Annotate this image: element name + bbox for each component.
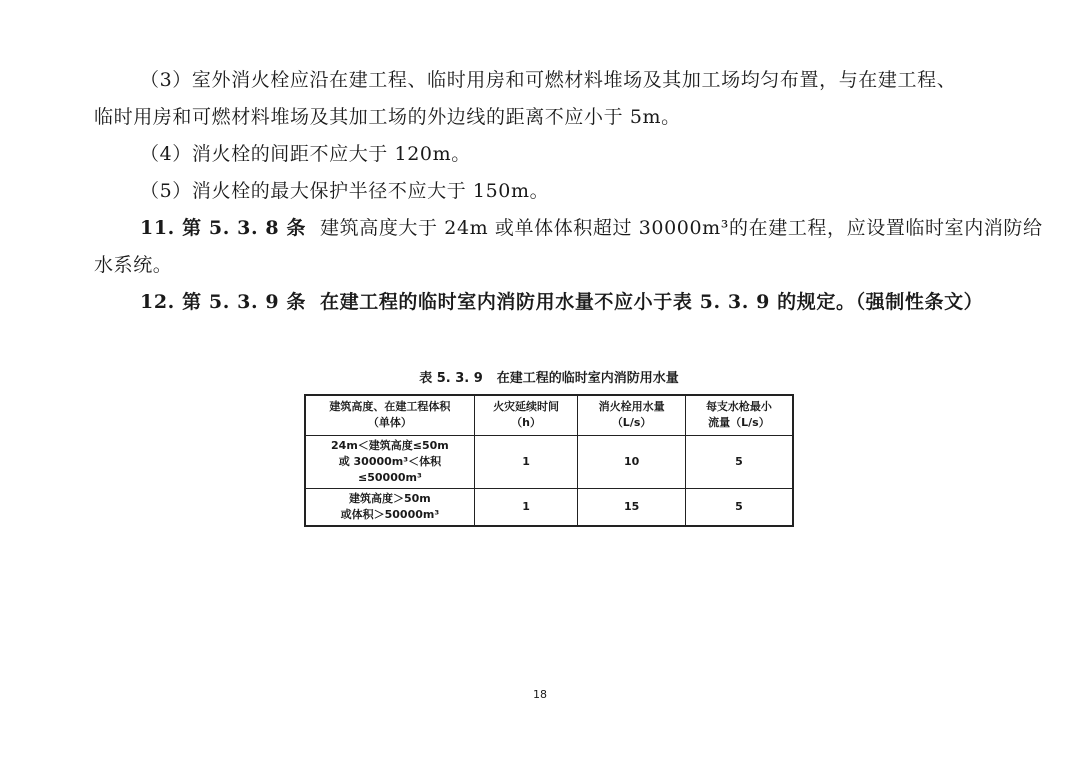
row-min-nozzle-flow: 5: [685, 435, 793, 488]
table-caption-title: 在建工程的临时室内消防用水量: [496, 371, 679, 386]
item-11-line-1: [140, 210, 1043, 247]
table-caption: [304, 367, 794, 386]
page-number: 18: [533, 688, 547, 701]
item-12-text: 在建工程的临时室内消防用水量不应小于表 5. 3. 9 的规定。（强制性条文）: [320, 291, 984, 313]
header-hydrant-flow: 消火栓用水量 （L/s）: [578, 395, 686, 435]
table-row: [305, 435, 793, 488]
header-min-nozzle-flow: 每支水枪最小 流量（L/s）: [685, 395, 793, 435]
row-min-nozzle-flow: 5: [685, 488, 793, 526]
paragraph-3-line-2: 临时用房和可燃材料堆场及其加工场的外边线的距离不应小于 5m。: [94, 106, 681, 128]
paragraph-4: （4）消火栓的间距不应大于 120m。: [140, 143, 471, 165]
row-condition: 建筑高度＞50m 或体积＞50000m³: [305, 488, 474, 526]
item-12-article-number: 12. 第 5. 3. 9 条: [140, 291, 307, 313]
row-condition: 24m＜建筑高度≤50m 或 30000m³＜体积≤50000m³: [305, 435, 474, 488]
paragraph-5: （5）消火栓的最大保护半径不应大于 150m。: [140, 180, 550, 202]
item-12: [140, 284, 983, 321]
table-header-row: [305, 395, 793, 435]
row-hydrant-flow: 15: [578, 488, 686, 526]
water-demand-table: [304, 394, 794, 527]
item-11-text: 建筑高度大于 24m 或单体体积超过 30000m³的在建工程，应设置临时室内消防给: [320, 217, 1043, 239]
item-11-article-number: 11. 第 5. 3. 8 条: [140, 217, 307, 239]
row-hydrant-flow: 10: [578, 435, 686, 488]
row-duration: 1: [474, 488, 578, 526]
paragraph-3-line-1: （3）室外消火栓应沿在建工程、临时用房和可燃材料堆场及其加工场均匀布置，与在建工程、: [140, 69, 957, 91]
header-fire-duration: 火灾延续时间 （h）: [474, 395, 578, 435]
item-11-line-2: 水系统。: [94, 254, 173, 276]
header-building-size: 建筑高度、在建工程体积 （单体）: [305, 395, 474, 435]
row-duration: 1: [474, 435, 578, 488]
table-row: [305, 488, 793, 526]
table-caption-number: 表 5. 3. 9: [419, 371, 483, 386]
